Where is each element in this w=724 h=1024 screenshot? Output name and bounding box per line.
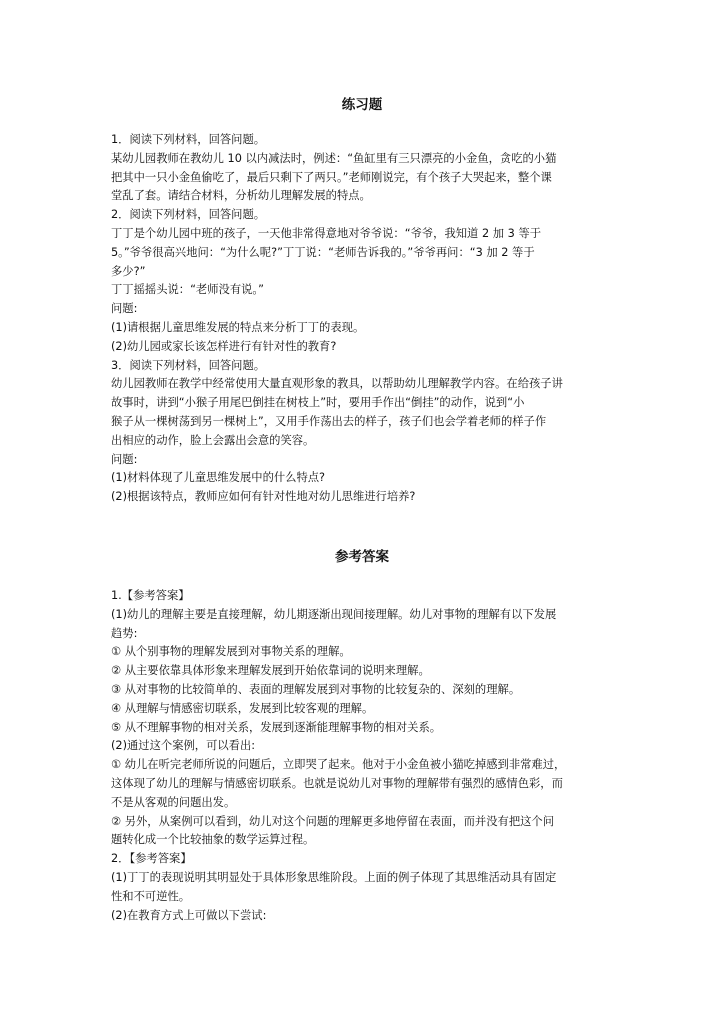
question-line: 问题:	[111, 452, 138, 466]
answer-line: ① 从个别事物的理解发展到对事物关系的理解。	[111, 645, 351, 659]
answer-line: ① 幼儿在听完老师所说的问题后，立即哭了起来。他对于小金鱼被小猫吃掉感到非常难过，	[111, 758, 566, 772]
answer-line: (2)在教育方式上可做以下尝试:	[111, 908, 267, 922]
question-line: (2)根据该特点，教师应如何有针对性地对幼儿思维进行培养?	[111, 490, 416, 504]
question-line: 把其中一只小金鱼偷吃了，最后只剩下了两只。”老师刚说完，有个孩子大哭起来，整个课	[111, 170, 552, 184]
answer-line: ② 从主要依靠具体形象来理解发展到开始依靠词的说明来理解。	[111, 664, 430, 678]
answer-line: 趋势:	[111, 626, 138, 640]
question-line: 丁丁摇摇头说：“老师没有说。”	[111, 283, 264, 297]
answers-section	[111, 587, 612, 925]
answer-line: (1)丁丁的表现说明其明显处于具体形象思维阶段。上面的例子体现了其思维活动具有固定	[111, 870, 557, 884]
answer-title: 参考答案	[335, 549, 389, 565]
answer-line: (1)幼儿的理解主要是直接理解，幼儿期逐渐出现间接理解。幼儿对事物的理解有以下发展	[111, 607, 557, 621]
question-line: 堂乱了套。请结合材料，分析幼儿理解发展的特点。	[111, 189, 371, 203]
answer-line: 性和不可逆性。	[111, 889, 191, 903]
question-line: 1．阅读下列材料，回答问题。	[111, 133, 266, 146]
answer-line: ④ 从理解与情感密切联系，发展到比较客观的理解。	[111, 701, 374, 715]
question-line: 问题:	[111, 302, 138, 316]
answer-line: 题转化成一个比较抽象的数学运算过程。	[111, 833, 315, 847]
question-line: 猴子从一棵树荡到另一棵树上”，又用手作荡出去的样子，孩子们也会学着老师的样子作	[111, 414, 547, 428]
question-line: 3．阅读下列材料，回答问题。	[111, 358, 266, 372]
question-line: 出相应的动作，脸上会露出会意的笑容。	[111, 433, 315, 447]
answer-line: 1.【参考答案】	[111, 589, 190, 602]
question-line: 2．阅读下列材料，回答问题。	[111, 208, 266, 222]
answer-line: 这体现了幼儿的理解与情感密切联系。也就是说幼儿对事物的理解带有强烈的感情色彩，而	[111, 776, 563, 790]
answer-line: 不是从客观的问题出发。	[111, 795, 236, 809]
question-line: (1)请根据儿童思维发展的特点来分析丁丁的表现。	[111, 320, 365, 334]
answer-line: (2)通过这个案例，可以看出:	[111, 739, 256, 753]
answer-line: ⑤ 从不理解事物的相对关系，发展到逐渐能理解事物的相对关系。	[111, 720, 442, 734]
exercise-title: 练习题	[341, 97, 383, 113]
question-line: 幼儿园教师在教学中经常使用大量直观形象的教具，以帮助幼儿理解教学内容。在给孩子讲	[111, 377, 563, 391]
answer-line: 2．【参考答案】	[111, 852, 192, 866]
question-line: 丁丁是个幼儿园中班的孩子，一天他非常得意地对爷爷说：“爷爷，我知道 2 加 3 等于	[111, 226, 541, 240]
answer-line: ② 另外，从案例可以看到，幼儿对这个问题的理解更多地停留在表面，而并没有把这个问	[111, 814, 555, 828]
question-line: (2)幼儿园或家长该怎样进行有针对性的教育?	[111, 339, 337, 353]
question-line: 故事时，讲到“小猴子用尾巴倒挂在树枝上”时，要用手作出“倒挂”的动作，说到“小	[111, 396, 525, 410]
question-line: 5。”爷爷很高兴地问：“为什么呢?”丁丁说：“老师告诉我的。”爷爷再问：“3 加 2 等于	[111, 245, 535, 259]
question-line: (1)材料体现了儿童思维发展中的什么特点?	[111, 471, 326, 485]
question-line: 某幼儿园教师在教幼儿 10 以内减法时，例述：“鱼缸里有三只漂亮的小金鱼，贪吃的小猫	[111, 151, 557, 165]
answer-line: ③ 从对事物的比较简单的、表面的理解发展到对事物的比较复杂的、深刻的理解。	[111, 682, 521, 696]
question-line: 多少?”	[111, 264, 146, 278]
questions-section	[111, 131, 612, 507]
